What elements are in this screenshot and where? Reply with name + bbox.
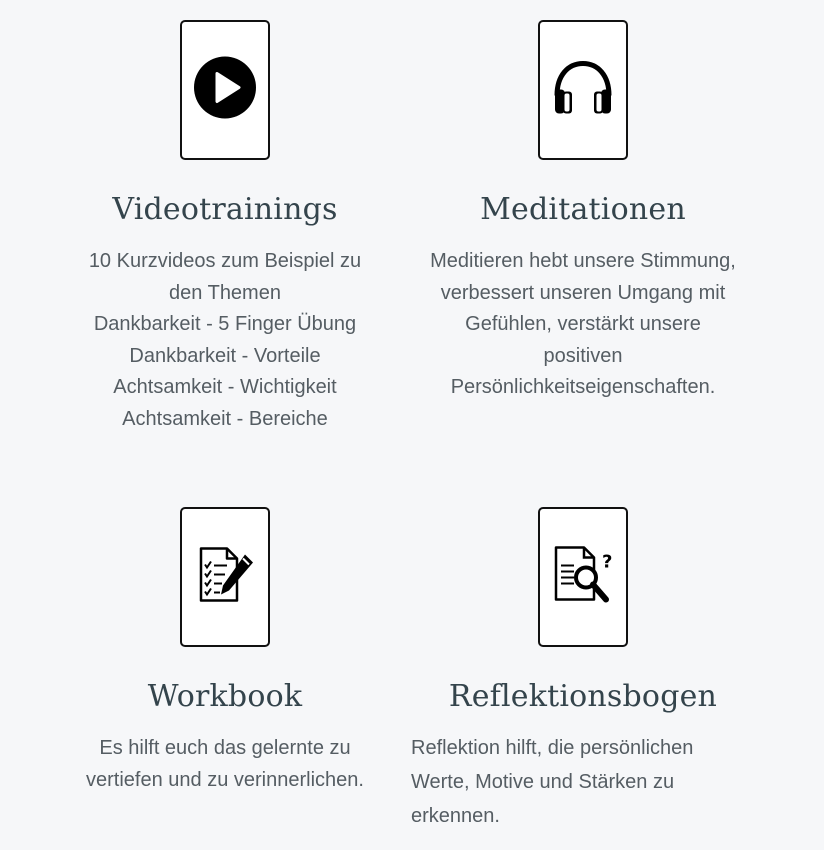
- description-line: erkennen.: [411, 805, 500, 827]
- phone-frame: [180, 507, 270, 647]
- description-line: Reflektion hilft, die persönlichen: [411, 737, 694, 759]
- headphones-icon: [550, 56, 616, 125]
- description-line: Persönlichkeitseigenschaften.: [450, 376, 716, 398]
- card-description: [25, 733, 425, 796]
- description-line: Meditieren hebt unsere Stimmung,: [430, 250, 736, 272]
- phone-frame: [538, 507, 628, 647]
- description-line: verbessert unseren Umgang mit: [440, 281, 726, 304]
- description-line: vertiefen und zu verinnerlichen.: [86, 768, 364, 791]
- card-description: [383, 731, 783, 833]
- card-description: [383, 246, 783, 404]
- svg-text:?: ?: [602, 551, 613, 573]
- checklist-pen-icon: [193, 543, 257, 612]
- phone-frame: [538, 20, 628, 160]
- feature-card-videotrainings: [25, 20, 425, 435]
- card-title: Reflektionsbogen: [448, 679, 718, 714]
- card-title: Videotrainings: [112, 192, 338, 227]
- description-line: Achtsamkeit - Bereiche: [122, 407, 328, 430]
- feature-card-workbook: [25, 507, 425, 796]
- description-line: Es hilft euch das gelernte zu: [99, 737, 351, 759]
- description-line: positiven: [543, 344, 623, 367]
- phone-frame: [180, 20, 270, 160]
- description-line: Werte, Motive und Stärken zu: [411, 771, 675, 793]
- document-search-icon: [550, 542, 616, 613]
- card-description: [25, 246, 425, 435]
- description-line: den Themen: [169, 281, 281, 304]
- feature-card-meditationen: [383, 20, 783, 404]
- description-line: Achtsamkeit - Wichtigkeit: [113, 376, 337, 398]
- description-line: 10 Kurzvideos zum Beispiel zu: [88, 250, 362, 272]
- description-line: Dankbarkeit - Vorteile: [129, 344, 321, 367]
- play-icon: [193, 56, 257, 125]
- description-line: Gefühlen, verstärkt unsere: [465, 313, 701, 335]
- description-line: Dankbarkeit - 5 Finger Übung: [93, 313, 357, 335]
- card-title: Meditationen: [480, 192, 686, 227]
- card-title: Workbook: [147, 679, 303, 714]
- feature-card-reflektionsbogen: [383, 507, 783, 833]
